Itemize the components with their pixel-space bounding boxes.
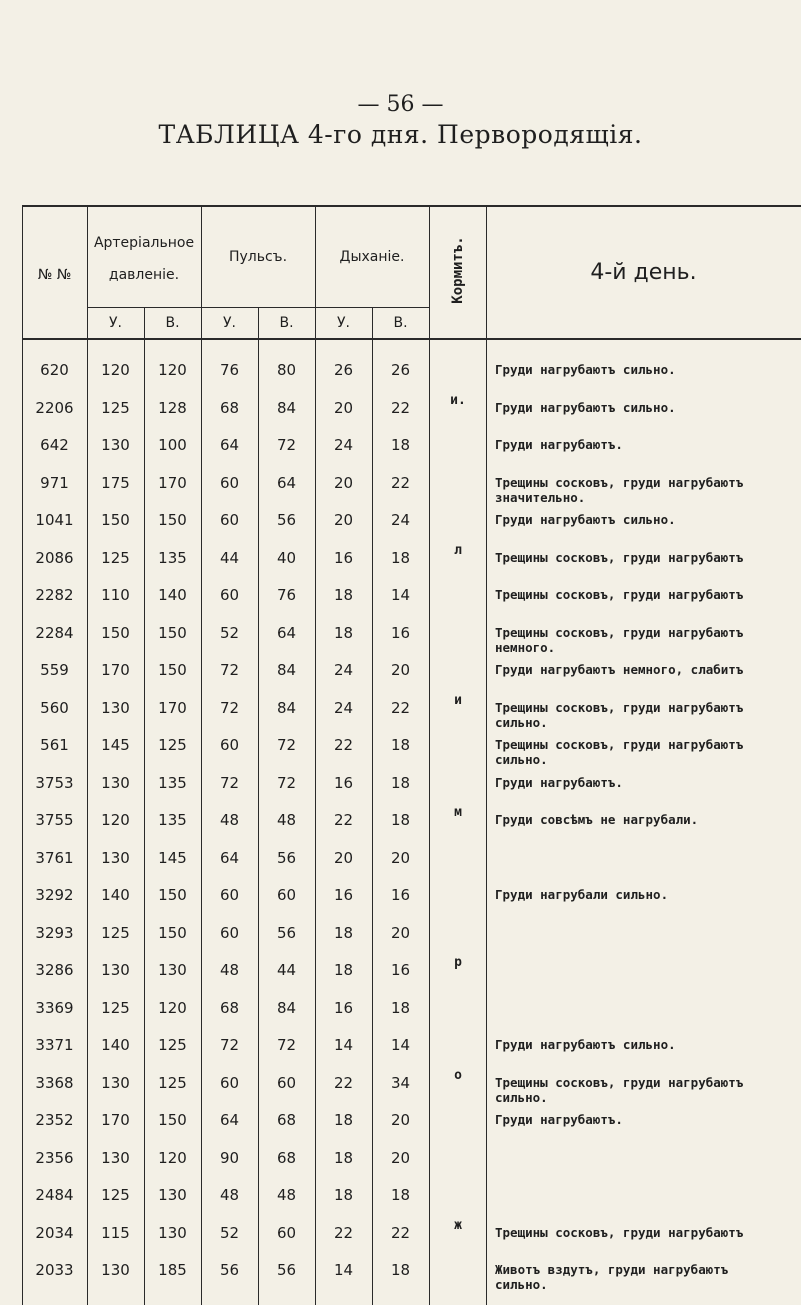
day-note: Груди нагрубали сильно. (495, 887, 669, 902)
table-cell-arterial-v: 150 (158, 1111, 187, 1129)
table-cell-arterial-u: 140 (101, 886, 130, 904)
table-cell-arterial-u: 120 (101, 811, 130, 829)
day-note: Груди нагрубаютъ. (495, 437, 623, 452)
table-cell-patient-number: 3293 (35, 923, 74, 942)
table-cell-arterial-u: 175 (101, 473, 130, 492)
day-note: Трещины сосковъ, груди нагрубаютъ сильно. (495, 1074, 744, 1105)
table-cell-patient-number: 2484 (35, 1186, 74, 1204)
table-cell-arterial-u: 130 (101, 961, 130, 979)
nurse-letter: л (454, 542, 462, 558)
table-cell-breathing-v: 18 (390, 811, 411, 829)
nurse-letter: о (454, 1067, 462, 1083)
table-cell-patient-number: 2284 (35, 623, 74, 642)
table-cell-breathing-v: 22 (390, 473, 411, 492)
table-cell-patient-number: 3755 (35, 811, 74, 829)
table-cell-breathing-v: 16 (390, 886, 411, 904)
table-cell-breathing-u: 16 (333, 886, 354, 904)
header-pulse: Пульсъ. (228, 249, 288, 265)
table-cell-breathing-u: 16 (333, 548, 354, 567)
nurse-letter: р (454, 955, 462, 970)
table-cell-patient-number: 3368 (35, 1073, 74, 1092)
table-cell-patient-number: 1041 (35, 511, 74, 529)
table-cell-pulse-u: 60 (219, 1073, 240, 1092)
table-cell-arterial-u: 140 (101, 1036, 130, 1054)
table-cell-pulse-v: 84 (276, 998, 297, 1017)
table-cell-pulse-v: 72 (276, 1036, 297, 1054)
table-cell-arterial-u: 130 (101, 698, 130, 717)
table-cell-breathing-u: 18 (333, 923, 354, 942)
table-cell-arterial-v: 120 (158, 998, 187, 1017)
table-cell-patient-number: 3286 (35, 961, 74, 979)
table-cell-breathing-v: 20 (390, 1148, 411, 1167)
table-cell-breathing-v: 18 (390, 1261, 411, 1279)
table-cell-arterial-v: 170 (158, 698, 187, 717)
sub-header-v: В. (279, 315, 294, 331)
table-cell-arterial-v: 145 (158, 848, 187, 867)
table-cell-pulse-v: 56 (276, 511, 297, 529)
table-cell-pulse-v: 72 (276, 736, 297, 754)
day-note: Трещины сосковъ, груди нагрубаютъ немного. (495, 624, 744, 655)
table-cell-arterial-v: 140 (158, 586, 187, 604)
table-cell-breathing-v: 24 (390, 511, 411, 529)
table-cell-breathing-u: 14 (333, 1261, 354, 1279)
table-cell-pulse-v: 56 (276, 848, 297, 867)
table-cell-patient-number: 3761 (35, 848, 74, 867)
table-cell-arterial-u: 150 (101, 623, 130, 642)
table-cell-arterial-u: 130 (101, 1148, 130, 1167)
table-cell-arterial-v: 150 (158, 923, 187, 942)
table-cell-breathing-v: 22 (390, 698, 411, 717)
table-cell-pulse-u: 48 (219, 1186, 240, 1204)
table-cell-arterial-v: 120 (158, 361, 187, 379)
table-cell-patient-number: 2033 (35, 1261, 74, 1279)
day-note: Трещины сосковъ, груди нагрубаютъ сильно. (495, 699, 744, 730)
table-cell-patient-number: 559 (40, 661, 69, 679)
table-cell-breathing-u: 20 (333, 848, 354, 867)
table-cell-arterial-v: 130 (158, 961, 187, 979)
table-cell-patient-number: 971 (40, 473, 69, 492)
table-cell-breathing-u: 18 (333, 1111, 354, 1129)
table-cell-arterial-v: 135 (158, 811, 187, 829)
table-cell-pulse-v: 60 (276, 1073, 297, 1092)
table-cell-breathing-u: 18 (333, 961, 354, 979)
day-note: Груди нагрубаютъ. (495, 774, 623, 790)
table-cell-patient-number: 2086 (35, 548, 74, 567)
table-cell-pulse-v: 60 (276, 886, 297, 904)
table-cell-arterial-u: 115 (101, 1223, 130, 1242)
table-cell-arterial-v: 150 (158, 661, 187, 679)
table-cell-pulse-u: 72 (219, 661, 240, 679)
table-cell-pulse-v: 80 (276, 361, 297, 379)
table-cell-arterial-u: 125 (101, 1186, 130, 1204)
day-note: Трещины сосковъ, груди нагрубаютъ (495, 1224, 744, 1240)
table-cell-arterial-u: 125 (101, 998, 130, 1017)
table-cell-arterial-u: 170 (101, 1111, 130, 1129)
table-cell-pulse-u: 52 (219, 1223, 240, 1242)
table-cell-arterial-v: 130 (158, 1223, 187, 1242)
table-cell-patient-number: 620 (40, 361, 69, 379)
day-note: Трещины сосковъ, груди нагрубаютъ значительно. (495, 474, 744, 505)
table-cell-pulse-v: 64 (276, 623, 297, 642)
table-cell-pulse-v: 76 (276, 586, 297, 604)
header-day: 4-й день. (590, 260, 697, 285)
table-cell-breathing-u: 16 (333, 998, 354, 1017)
table-cell-pulse-u: 60 (219, 736, 240, 754)
table-cell-breathing-v: 16 (390, 623, 411, 642)
table-cell-arterial-u: 150 (101, 511, 130, 529)
table-cell-pulse-v: 40 (276, 548, 297, 567)
table-cell-breathing-v: 18 (390, 773, 411, 792)
page-title: ТАБЛИЦА 4-го дня. Первородящія. (158, 120, 643, 149)
table-cell-breathing-v: 18 (390, 736, 411, 754)
nurse-letter: м (454, 805, 462, 820)
table-cell-breathing-v: 18 (390, 436, 411, 454)
day-note: Трещины сосковъ, груди нагрубаютъ (495, 587, 744, 602)
day-note: Груди совсѣмъ не нагрубали. (495, 812, 699, 827)
table-cell-arterial-u: 130 (101, 1073, 130, 1092)
table-cell-breathing-v: 22 (390, 398, 411, 417)
table-cell-breathing-u: 24 (333, 698, 354, 717)
table-cell-breathing-u: 22 (333, 736, 354, 754)
table-cell-pulse-u: 56 (219, 1261, 240, 1279)
table-cell-arterial-u: 125 (101, 923, 130, 942)
table-cell-pulse-u: 60 (219, 473, 240, 492)
table-cell-breathing-v: 18 (390, 1186, 411, 1204)
table-cell-arterial-v: 100 (158, 436, 187, 454)
table-cell-breathing-v: 14 (390, 1036, 411, 1054)
table-cell-pulse-v: 48 (276, 1186, 297, 1204)
table-cell-breathing-u: 16 (333, 773, 354, 792)
table-cell-patient-number: 2282 (35, 586, 74, 604)
table-cell-breathing-v: 22 (390, 1223, 411, 1242)
table-cell-pulse-u: 64 (219, 848, 240, 867)
table-cell-pulse-u: 68 (219, 398, 240, 417)
table-cell-pulse-u: 90 (219, 1148, 240, 1167)
table-cell-breathing-u: 22 (333, 1073, 354, 1092)
table-cell-arterial-v: 185 (158, 1261, 187, 1279)
table-cell-breathing-v: 14 (390, 586, 411, 604)
table-cell-breathing-u: 22 (333, 811, 354, 829)
table-cell-breathing-u: 18 (333, 1148, 354, 1167)
table-cell-patient-number: 2034 (35, 1223, 74, 1242)
nurse-letter: и. (450, 392, 466, 408)
header-arterial-line1: Артеріальное (93, 235, 195, 251)
table-cell-arterial-u: 130 (101, 773, 130, 792)
table-cell-breathing-v: 20 (390, 923, 411, 942)
table-cell-breathing-u: 24 (333, 436, 354, 454)
day-note: Груди нагрубаютъ сильно. (495, 362, 676, 377)
table-cell-patient-number: 3371 (35, 1036, 74, 1054)
table-cell-pulse-u: 72 (219, 698, 240, 717)
day-note: Груди нагрубаютъ сильно. (495, 512, 676, 527)
sub-header-v: В. (165, 315, 180, 331)
table-cell-pulse-v: 68 (276, 1148, 297, 1167)
table-cell-breathing-v: 20 (390, 1111, 411, 1129)
table-cell-breathing-u: 20 (333, 511, 354, 529)
sub-header-u: У. (337, 315, 350, 331)
table-cell-breathing-v: 20 (390, 848, 411, 867)
day-note: Трещины сосковъ, груди нагрубаютъ (495, 549, 744, 565)
sub-header-u: У. (109, 315, 122, 331)
day-note: Груди нагрубаютъ немного, слабитъ (495, 662, 744, 677)
table-cell-arterial-u: 125 (101, 548, 130, 567)
header-breathing: Дыханіе. (339, 249, 405, 265)
table-cell-pulse-u: 64 (219, 1111, 240, 1129)
table-cell-breathing-u: 22 (333, 1223, 354, 1242)
table-cell-pulse-u: 60 (219, 886, 240, 904)
table-cell-breathing-v: 18 (390, 998, 411, 1017)
table-cell-breathing-v: 26 (390, 361, 411, 379)
table-cell-patient-number: 3369 (35, 998, 74, 1017)
table-cell-breathing-v: 18 (390, 548, 411, 567)
table-cell-arterial-v: 125 (158, 1073, 187, 1092)
day-note: Груди нагрубаютъ сильно. (495, 399, 676, 415)
table-cell-breathing-u: 18 (333, 1186, 354, 1204)
page-number: — 56 — (357, 92, 444, 117)
table-cell-pulse-u: 60 (219, 511, 240, 529)
table-cell-breathing-u: 18 (333, 623, 354, 642)
header-nurses: Кормитъ. (450, 236, 466, 304)
table-cell-pulse-v: 44 (276, 961, 297, 979)
table-cell-patient-number: 2352 (35, 1111, 74, 1129)
table-cell-patient-number: 561 (40, 736, 69, 754)
table-cell-pulse-v: 64 (276, 473, 297, 492)
table-cell-arterial-v: 135 (158, 773, 187, 792)
header-num: № № (37, 267, 72, 283)
table-cell-breathing-v: 20 (390, 661, 411, 679)
table-cell-pulse-v: 56 (276, 923, 297, 942)
table-cell-arterial-v: 120 (158, 1148, 187, 1167)
table-cell-arterial-v: 135 (158, 548, 187, 567)
table-cell-pulse-u: 48 (219, 811, 240, 829)
table-cell-breathing-v: 34 (390, 1073, 411, 1092)
table-cell-pulse-v: 84 (276, 661, 297, 679)
table-cell-patient-number: 3753 (35, 773, 74, 792)
table-cell-arterial-v: 125 (158, 736, 187, 754)
day-note: Груди нагрубаютъ. (495, 1112, 623, 1127)
table-cell-pulse-u: 44 (219, 548, 240, 567)
table-cell-breathing-u: 18 (333, 586, 354, 604)
sub-header-v: В. (393, 315, 408, 331)
table-cell-pulse-v: 72 (276, 436, 297, 454)
header-arterial-line2: давленіе. (108, 267, 180, 283)
table-cell-pulse-u: 52 (219, 623, 240, 642)
day-note: Животъ вздутъ, груди нагрубаютъ сильно. (495, 1262, 729, 1292)
table-cell-pulse-v: 84 (276, 698, 297, 717)
table-cell-pulse-v: 48 (276, 811, 297, 829)
table-cell-breathing-v: 16 (390, 961, 411, 979)
table-cell-arterial-u: 130 (101, 848, 130, 867)
table-cell-arterial-v: 130 (158, 1186, 187, 1204)
day-note: Груди нагрубаютъ сильно. (495, 1037, 676, 1052)
header-arterial (87, 232, 201, 286)
table-cell-pulse-u: 68 (219, 998, 240, 1017)
day-note: Трещины сосковъ, груди нагрубаютъ сильно. (495, 737, 744, 767)
table-cell-arterial-v: 170 (158, 473, 187, 492)
table-cell-breathing-u: 26 (333, 361, 354, 379)
table-cell-pulse-v: 56 (276, 1261, 297, 1279)
table-cell-breathing-u: 20 (333, 473, 354, 492)
table-cell-breathing-u: 24 (333, 661, 354, 679)
table-cell-arterial-u: 120 (101, 361, 130, 379)
table-cell-patient-number: 3292 (35, 886, 74, 904)
nurse-letter: ж (454, 1217, 462, 1233)
table-cell-arterial-v: 150 (158, 511, 187, 529)
table-cell-pulse-v: 60 (276, 1223, 297, 1242)
table-cell-breathing-u: 20 (333, 398, 354, 417)
table-cell-arterial-u: 130 (101, 1261, 130, 1279)
table-cell-arterial-u: 125 (101, 398, 130, 417)
table-cell-pulse-u: 72 (219, 773, 240, 792)
table-cell-breathing-u: 14 (333, 1036, 354, 1054)
sub-header-u: У. (223, 315, 236, 331)
table-cell-arterial-v: 150 (158, 623, 187, 642)
table-cell-patient-number: 560 (40, 698, 69, 717)
table-cell-patient-number: 2356 (35, 1148, 74, 1167)
table-cell-arterial-v: 128 (158, 398, 187, 417)
table-cell-pulse-v: 84 (276, 398, 297, 417)
table-cell-arterial-u: 145 (101, 736, 130, 754)
table-cell-pulse-v: 72 (276, 773, 297, 792)
table-cell-arterial-u: 170 (101, 661, 130, 679)
table-cell-arterial-v: 125 (158, 1036, 187, 1054)
table-cell-pulse-v: 68 (276, 1111, 297, 1129)
table-cell-arterial-v: 150 (158, 886, 187, 904)
table-cell-pulse-u: 64 (219, 436, 240, 454)
table-cell-patient-number: 2206 (35, 398, 74, 417)
nurse-letter: и (454, 692, 462, 708)
table-cell-pulse-u: 72 (219, 1036, 240, 1054)
table-cell-arterial-u: 130 (101, 436, 130, 454)
table-cell-pulse-u: 60 (219, 586, 240, 604)
table-cell-patient-number: 642 (40, 436, 69, 454)
table-cell-pulse-u: 60 (219, 923, 240, 942)
table-cell-pulse-u: 48 (219, 961, 240, 979)
table-cell-pulse-u: 76 (219, 361, 240, 379)
table-cell-arterial-u: 110 (101, 586, 130, 604)
